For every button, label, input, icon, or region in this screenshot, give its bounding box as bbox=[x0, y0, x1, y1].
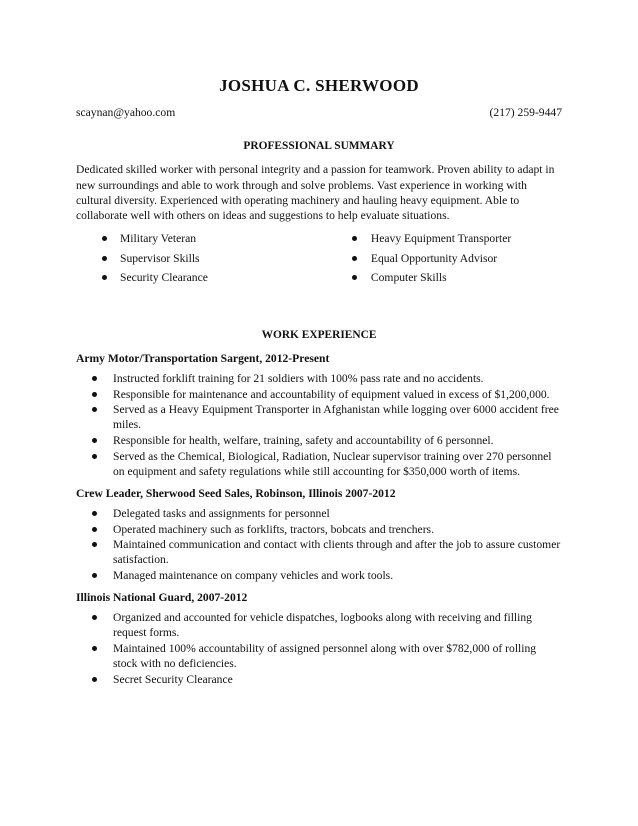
job-heading: Crew Leader, Sherwood Seed Sales, Robinson, Illinois 2007-2012 bbox=[76, 486, 396, 500]
skill-item: Computer Skills bbox=[326, 268, 562, 288]
skills-column-left bbox=[76, 229, 326, 288]
skill-item: Military Veteran bbox=[76, 229, 326, 249]
contact-line bbox=[76, 105, 562, 120]
duty-item: Served as a Heavy Equipment Transporter in Afghanistan while logging over 6000 accident free miles. bbox=[76, 402, 562, 432]
email-address: scaynan@yahoo.com bbox=[76, 106, 176, 119]
skill-item: Security Clearance bbox=[76, 268, 326, 288]
duty-item: Secret Security Clearance bbox=[76, 672, 562, 687]
duty-item: Delegated tasks and assignments for personnel bbox=[76, 506, 562, 521]
duty-item: Responsible for maintenance and accountability of equipment valued in excess of $1,200,000. bbox=[76, 387, 562, 402]
duty-item: Maintained communication and contact with clients through and after the job to assure customer satisfaction. bbox=[76, 537, 562, 567]
duty-item: Responsible for health, welfare, training, safety and accountability of 6 personnel. bbox=[76, 433, 562, 448]
candidate-name: JOSHUA C. SHERWOOD bbox=[219, 76, 419, 95]
summary-heading: PROFESSIONAL SUMMARY bbox=[243, 140, 395, 153]
skill-item: Supervisor Skills bbox=[76, 249, 326, 269]
summary-paragraph: Dedicated skilled worker with personal integrity and a passion for teamwork. Proven ability to adapt in new surroundings and able to work through and solve problems. Vast experience in working with cultural diversity. Experienced with operating machinery and hauling heavy equipment. Able to collaborate well with others on ideas and suggestions to help evaluate situations. bbox=[76, 163, 555, 223]
job-heading: Illinois National Guard, 2007-2012 bbox=[76, 591, 248, 605]
duty-item: Organized and accounted for vehicle dispatches, logbooks along with receiving and filling request forms. bbox=[76, 610, 562, 640]
job-duties bbox=[76, 610, 562, 687]
phone-number: (217) 259-9447 bbox=[489, 106, 562, 119]
duty-item: Served as the Chemical, Biological, Radiation, Nuclear supervisor training over 270 personnel on equipment and safety regulations while still accounting for $350,000 worth of items. bbox=[76, 449, 562, 479]
skill-item: Heavy Equipment Transporter bbox=[326, 229, 562, 249]
duty-item: Managed maintenance on company vehicles and work tools. bbox=[76, 568, 562, 583]
skills-column-right bbox=[326, 229, 562, 288]
job-heading: Army Motor/Transportation Sargent, 2012-Present bbox=[76, 351, 330, 365]
skill-item: Equal Opportunity Advisor bbox=[326, 249, 562, 269]
job-duties bbox=[76, 371, 562, 479]
skills-list bbox=[76, 229, 562, 288]
duty-item: Operated machinery such as forklifts, tractors, bobcats and trenchers. bbox=[76, 522, 562, 537]
work-experience-heading: WORK EXPERIENCE bbox=[261, 328, 377, 341]
duty-item: Maintained 100% accountability of assigned personnel along with over $782,000 of rolling stock with no deficiencies. bbox=[76, 641, 562, 671]
duty-item: Instructed forklift training for 21 soldiers with 100% pass rate and no accidents. bbox=[76, 371, 562, 386]
job-duties bbox=[76, 506, 562, 583]
